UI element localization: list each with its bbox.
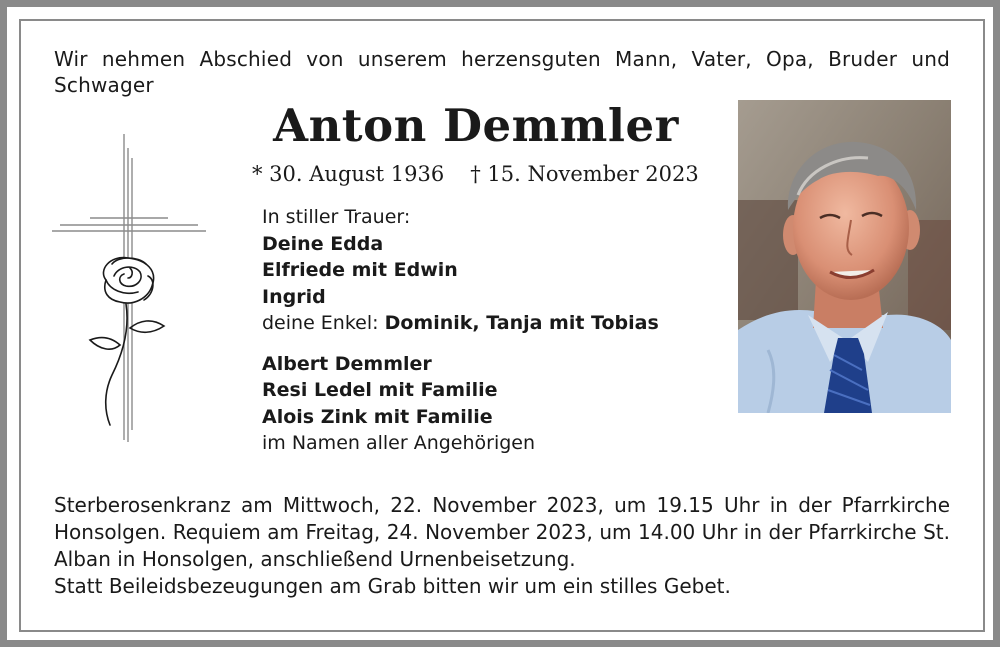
service-schedule: Sterberosenkranz am Mittwoch, 22. November 2023, um 19.15 Uhr in der Pfarrkirche Honsolgen. Requiem am Freitag, 24. November 2023, um 14.00 Uhr in der Pfarrkirche St. Alban in Honsolgen, anschließend Urnenbeisetzung. — [54, 493, 950, 571]
mourner-albert: Albert Demmler — [262, 352, 432, 375]
intro-text: Wir nehmen Abschied von unserem herzensguten Mann, Vater, Opa, Bruder und Schwager — [54, 47, 950, 97]
grandchildren-prefix: deine Enkel: — [262, 312, 379, 334]
deceased-name: Anton Demmler — [273, 99, 679, 152]
mourners-list — [262, 204, 722, 457]
cross-with-rose-icon — [48, 130, 208, 445]
mourner-elfriede: Elfriede mit Edwin — [262, 259, 458, 281]
condolence-request: Statt Beileidsbezeugungen am Grab bitten wir um ein stilles Gebet. — [54, 574, 731, 598]
service-details — [54, 492, 950, 600]
mourner-alois: Alois Zink mit Familie — [262, 405, 493, 428]
mourners-heading: In stiller Trauer: — [262, 206, 411, 228]
mourner-ingrid: Ingrid — [262, 285, 326, 308]
death-date: † 15. November 2023 — [470, 162, 699, 186]
birth-date: * 30. August 1936 — [252, 162, 445, 186]
mourner-edda: Deine Edda — [262, 232, 384, 255]
life-dates — [252, 160, 712, 188]
mourner-grandchildren — [262, 310, 722, 337]
mourners-closing: im Namen aller Angehörigen — [262, 432, 536, 454]
portrait-photo — [738, 100, 951, 413]
mourner-resi: Resi Ledel mit Familie — [262, 379, 498, 401]
grandchildren-names: Dominik, Tanja mit Tobias — [384, 312, 659, 334]
